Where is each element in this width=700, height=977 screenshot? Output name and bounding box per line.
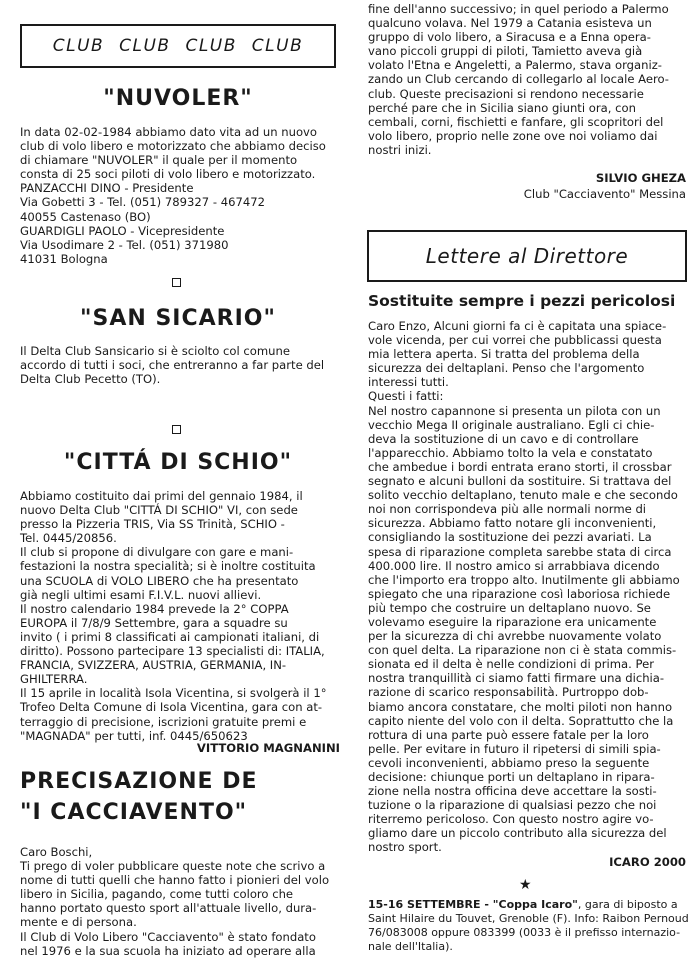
text-line: sicurezza dei deltaplani. Penso che l'argomento (368, 361, 645, 376)
text-line: nostra tranquillità ci siamo fatti firmare una dichia- (368, 671, 665, 686)
nuvoler-body (20, 125, 340, 266)
text-line: cembali, corni, fischietti e fanfare, gli scopritori del (368, 114, 664, 129)
text-line: gliamo dare un piccolo contributo alla sicurezza del (368, 826, 667, 841)
text-line: terraggio di precisione, iscrizioni gratuite premi e (20, 714, 307, 729)
text-line: per la sicurezza di chi avrebbe nuovamente volato (368, 629, 662, 644)
text-line: che ambedue i bordi entrata erano storti, il crossbar (368, 459, 672, 474)
text-line: una SCUOLA di VOLO LIBERO che ha presentato (20, 573, 299, 588)
text-line: vecchio Mega II originale australiano. Egli ci chie- (368, 417, 655, 432)
text-line: Nel nostro capannone si presenta un pilota con un (368, 403, 661, 418)
club-header-text: CLUB CLUB CLUB CLUB (52, 36, 304, 56)
text-line: Caro Boschi, (20, 845, 93, 859)
club-header-box (20, 24, 336, 68)
section-divider-square (172, 425, 181, 434)
text-line: sicurezza. Abbiamo fatto notare gli inconvenienti, (368, 516, 657, 531)
text-line: club. Queste precisazioni si rendono necessarie (368, 86, 644, 101)
text-line: solito vecchio deltaplano, tenuto male e che secondo (368, 488, 678, 503)
letters-header-box (367, 230, 687, 282)
text-line: riterremo pericoloso. Con questo nostro agire vo- (368, 812, 654, 827)
text-line: Trofeo Delta Comune di Isola Vicentina, gara con at- (20, 700, 323, 715)
text-line: vole vicenda, per cui vorrei che pubblicassi questa (368, 333, 662, 348)
text-line: Caro Enzo, Alcuni giorni fa ci è capitata una spiace- (368, 319, 667, 333)
text-line: volevamo eseguire la riparazione era unicamente (368, 614, 657, 629)
text-line: 40055 Castenaso (BO) (20, 209, 151, 224)
schio-body (20, 489, 340, 743)
letter-title: Sostituite sempre i pezzi pericolosi (368, 292, 676, 310)
text-line: Via Gobetti 3 - Tel. (051) 789327 - 467472 (20, 195, 265, 210)
text-line: GHILTERRA. (20, 672, 88, 687)
schio-title: "CITTÁ DI SCHIO" (63, 450, 293, 475)
text-line: Il nostro calendario 1984 prevede la 2° COPPA (20, 601, 289, 616)
text-line: Ti prego di voler pubblicare queste note che scrivo a (20, 859, 326, 874)
text-line: festazioni la nostra specialità; si è inoltre costituita (20, 559, 316, 574)
gheza-signature-name: SILVIO GHEZA (595, 171, 686, 185)
precisazione-title-line2: "I CACCIAVENTO" (20, 800, 248, 825)
text-line: fine dell'anno successivo; in quel periodo a Palermo (368, 2, 669, 16)
text-line: zando un Club cercando di collegarlo al locale Aero- (368, 72, 669, 87)
text-line: nel 1976 e la sua scuola ha iniziato ad operare alla (20, 943, 316, 958)
text-line: volo libero, proprio nelle zone ove noi voliamo dai (368, 128, 658, 143)
letters-header-text: Lettere al Direttore (425, 244, 629, 268)
text-line: mente e di persona. (20, 915, 137, 930)
text-line: 76/083008 oppure 083399 (0033 è il prefisso internazio- (368, 926, 681, 939)
text-line: di chiamare "NUVOLER" il quale per il momento (20, 153, 298, 168)
text-line: EUROPA il 7/8/9 Settembre, gara a squadre su (20, 615, 288, 630)
text-line: Il Delta Club Sansicario si è sciolto col comune (20, 344, 290, 358)
text-line: pelle. Per evitare in futuro il ripetersi di simili spia- (368, 741, 661, 756)
text-line: cevoli inconvenienti, abbiamo preso la seguente (368, 755, 650, 770)
text-line: nome di tutti quelli che hanno fatto i pionieri del volo (20, 873, 330, 888)
text-line: Delta Club Pecetto (TO). (20, 372, 161, 387)
text-line: accordo di tutti i soci, che entreranno a far parte del (20, 358, 325, 373)
text-line: più tempo che costruire un deltaplano nuovo. Se (368, 600, 651, 615)
text-line: Questi i fatti: (368, 389, 444, 404)
text-line: club di volo libero e motorizzato che abbiamo deciso (20, 139, 326, 154)
text-line: che l'importo era troppo alto. Inutilmente gli abbiamo (368, 572, 680, 587)
text-line: qualcuno volava. Nel 1979 a Catania esisteva un (368, 16, 652, 31)
text-line: hanno portato questo sport all'attuale livello, dura- (20, 901, 317, 916)
text-line: mia lettera aperta. Si tratta del problema della (368, 347, 640, 362)
text-line: 400.000 lire. Il nostro amico si arrabbiava dicendo (368, 558, 660, 573)
announcement-lead: 15-16 SETTEMBRE - "Coppa Icaro" (368, 898, 578, 911)
text-line: consigliando la sostituzione dei pezzi avariati. La (368, 530, 652, 545)
text-line: FRANCIA, SVIZZERA, AUSTRIA, GERMANIA, IN- (20, 658, 287, 673)
text-line: Il 15 aprile in località Isola Vicentina, si svolgerà il 1° (20, 686, 327, 701)
text-line: biamo ancora constatare, che molti piloti non hanno (368, 699, 673, 714)
text-line: gruppo di volo libero, a Siracusa e a Enna opera- (368, 30, 651, 45)
text-line: consta di 25 soci piloti di volo libero e motorizzato. (20, 167, 316, 182)
text-line: zione nella nostra officina deve accettare la sosti- (368, 784, 657, 799)
text-line: con quel delta. La riparazione non ci è stata commis- (368, 643, 677, 658)
text-line: diritto). Possono partecipare 13 specialisti di: ITALIA, (20, 644, 325, 659)
text-line: già negli ultimi esami F.I.V.L. nuovi allievi. (20, 587, 262, 602)
letter-signature: ICARO 2000 (609, 855, 686, 869)
text-line: nostro sport. (368, 840, 442, 855)
text-line: spesa di riparazione completa sarebbe stata di circa (368, 544, 672, 559)
text-line: presso la Pizzeria TRIS, Via SS Trinità, SCHIO - (20, 517, 285, 532)
announcement (368, 898, 689, 954)
san-sicario-title: "SAN SICARIO" (80, 306, 276, 331)
text-line: deva la sostituzione di un cavo e di controllare (368, 431, 639, 446)
text-line: vano piccoli gruppi di piloti, Tamietto aveva già (368, 44, 643, 59)
text-line: Tel. 0445/20856. (20, 531, 117, 546)
text-line: nostri inizi. (368, 142, 432, 157)
text-line: razione di scarico responsabilità. Purtroppo dob- (368, 685, 649, 700)
nuvoler-title: "NUVOLER" (103, 86, 253, 111)
text-line: "MAGNADA" per tutti, inf. 0445/650623 (20, 728, 248, 743)
announcement-first-rest: , gara di biposto a (577, 898, 678, 911)
schio-signature: VITTORIO MAGNANINI (196, 741, 340, 755)
text-line: sionata ed il delta è nelle condizioni di prima. Per (368, 657, 654, 672)
text-line: noi non corrispondeva più alle normali norme di (368, 502, 647, 517)
section-divider-square (172, 278, 181, 287)
precisazione-body (20, 845, 340, 958)
text-line: invito ( i primi 8 classificati ai campionati italiani, di (20, 629, 320, 644)
text-line: libero in Sicilia, pagando, come tutti coloro che (20, 887, 294, 902)
text-line: nuovo Delta Club "CITTÁ DI SCHIO" VI, con sede (20, 503, 298, 518)
text-line: spiegato che una riparazione così laboriosa richiede (368, 586, 671, 601)
text-line: l'apparecchio. Abbiamo tolto la vela e constatato (368, 445, 653, 460)
text-line: PANZACCHI DINO - Presidente (20, 181, 194, 196)
letter-body (368, 319, 686, 855)
text-line: tuzione o la riparazione di qualsiasi pezzo che noi (368, 798, 657, 813)
gheza-signature-club: Club "Cacciavento" Messina (523, 187, 686, 201)
text-line: Abbiamo costituito dai primi del gennaio 1984, il (20, 489, 303, 503)
text-line: interessi tutti. (368, 375, 449, 390)
text-line: Il club si propone di divulgare con gare e mani- (20, 545, 294, 560)
text-line: rottura di una parte può essere fatale per la loro (368, 727, 649, 742)
text-line: capito niente del volo con il delta. Soprattutto che la (368, 713, 674, 728)
text-line: nale dell'Italia). (368, 940, 453, 953)
text-line: perché pare che in Sicilia siano giunti ora, con (368, 100, 636, 115)
san-sicario-body (20, 344, 340, 386)
text-line: Via Usodimare 2 - Tel. (051) 371980 (20, 237, 229, 252)
text-line: volato l'Etna e Angeletti, a Palermo, stava organiz- (368, 58, 662, 73)
precisazione-continuation (368, 2, 686, 157)
text-line: Saint Hilaire du Touvet, Grenoble (F). Info: Raibon Pernoud (368, 912, 689, 925)
text-line: Il Club di Volo Libero "Cacciavento" è stato fondato (20, 929, 316, 944)
text-line: In data 02-02-1984 abbiamo dato vita ad un nuovo (20, 125, 318, 139)
text-line: GUARDIGLI PAOLO - Vicepresidente (20, 223, 225, 238)
text-line: decisione: chiunque porti un deltaplano in ripara- (368, 770, 655, 784)
text-line: segnato e alcuni bulloni da sostituire. Si trattava del (368, 474, 672, 489)
star-icon: ★ (519, 877, 532, 893)
precisazione-title-line1: PRECISAZIONE DE (20, 769, 258, 794)
text-line: 41031 Bologna (20, 251, 108, 266)
